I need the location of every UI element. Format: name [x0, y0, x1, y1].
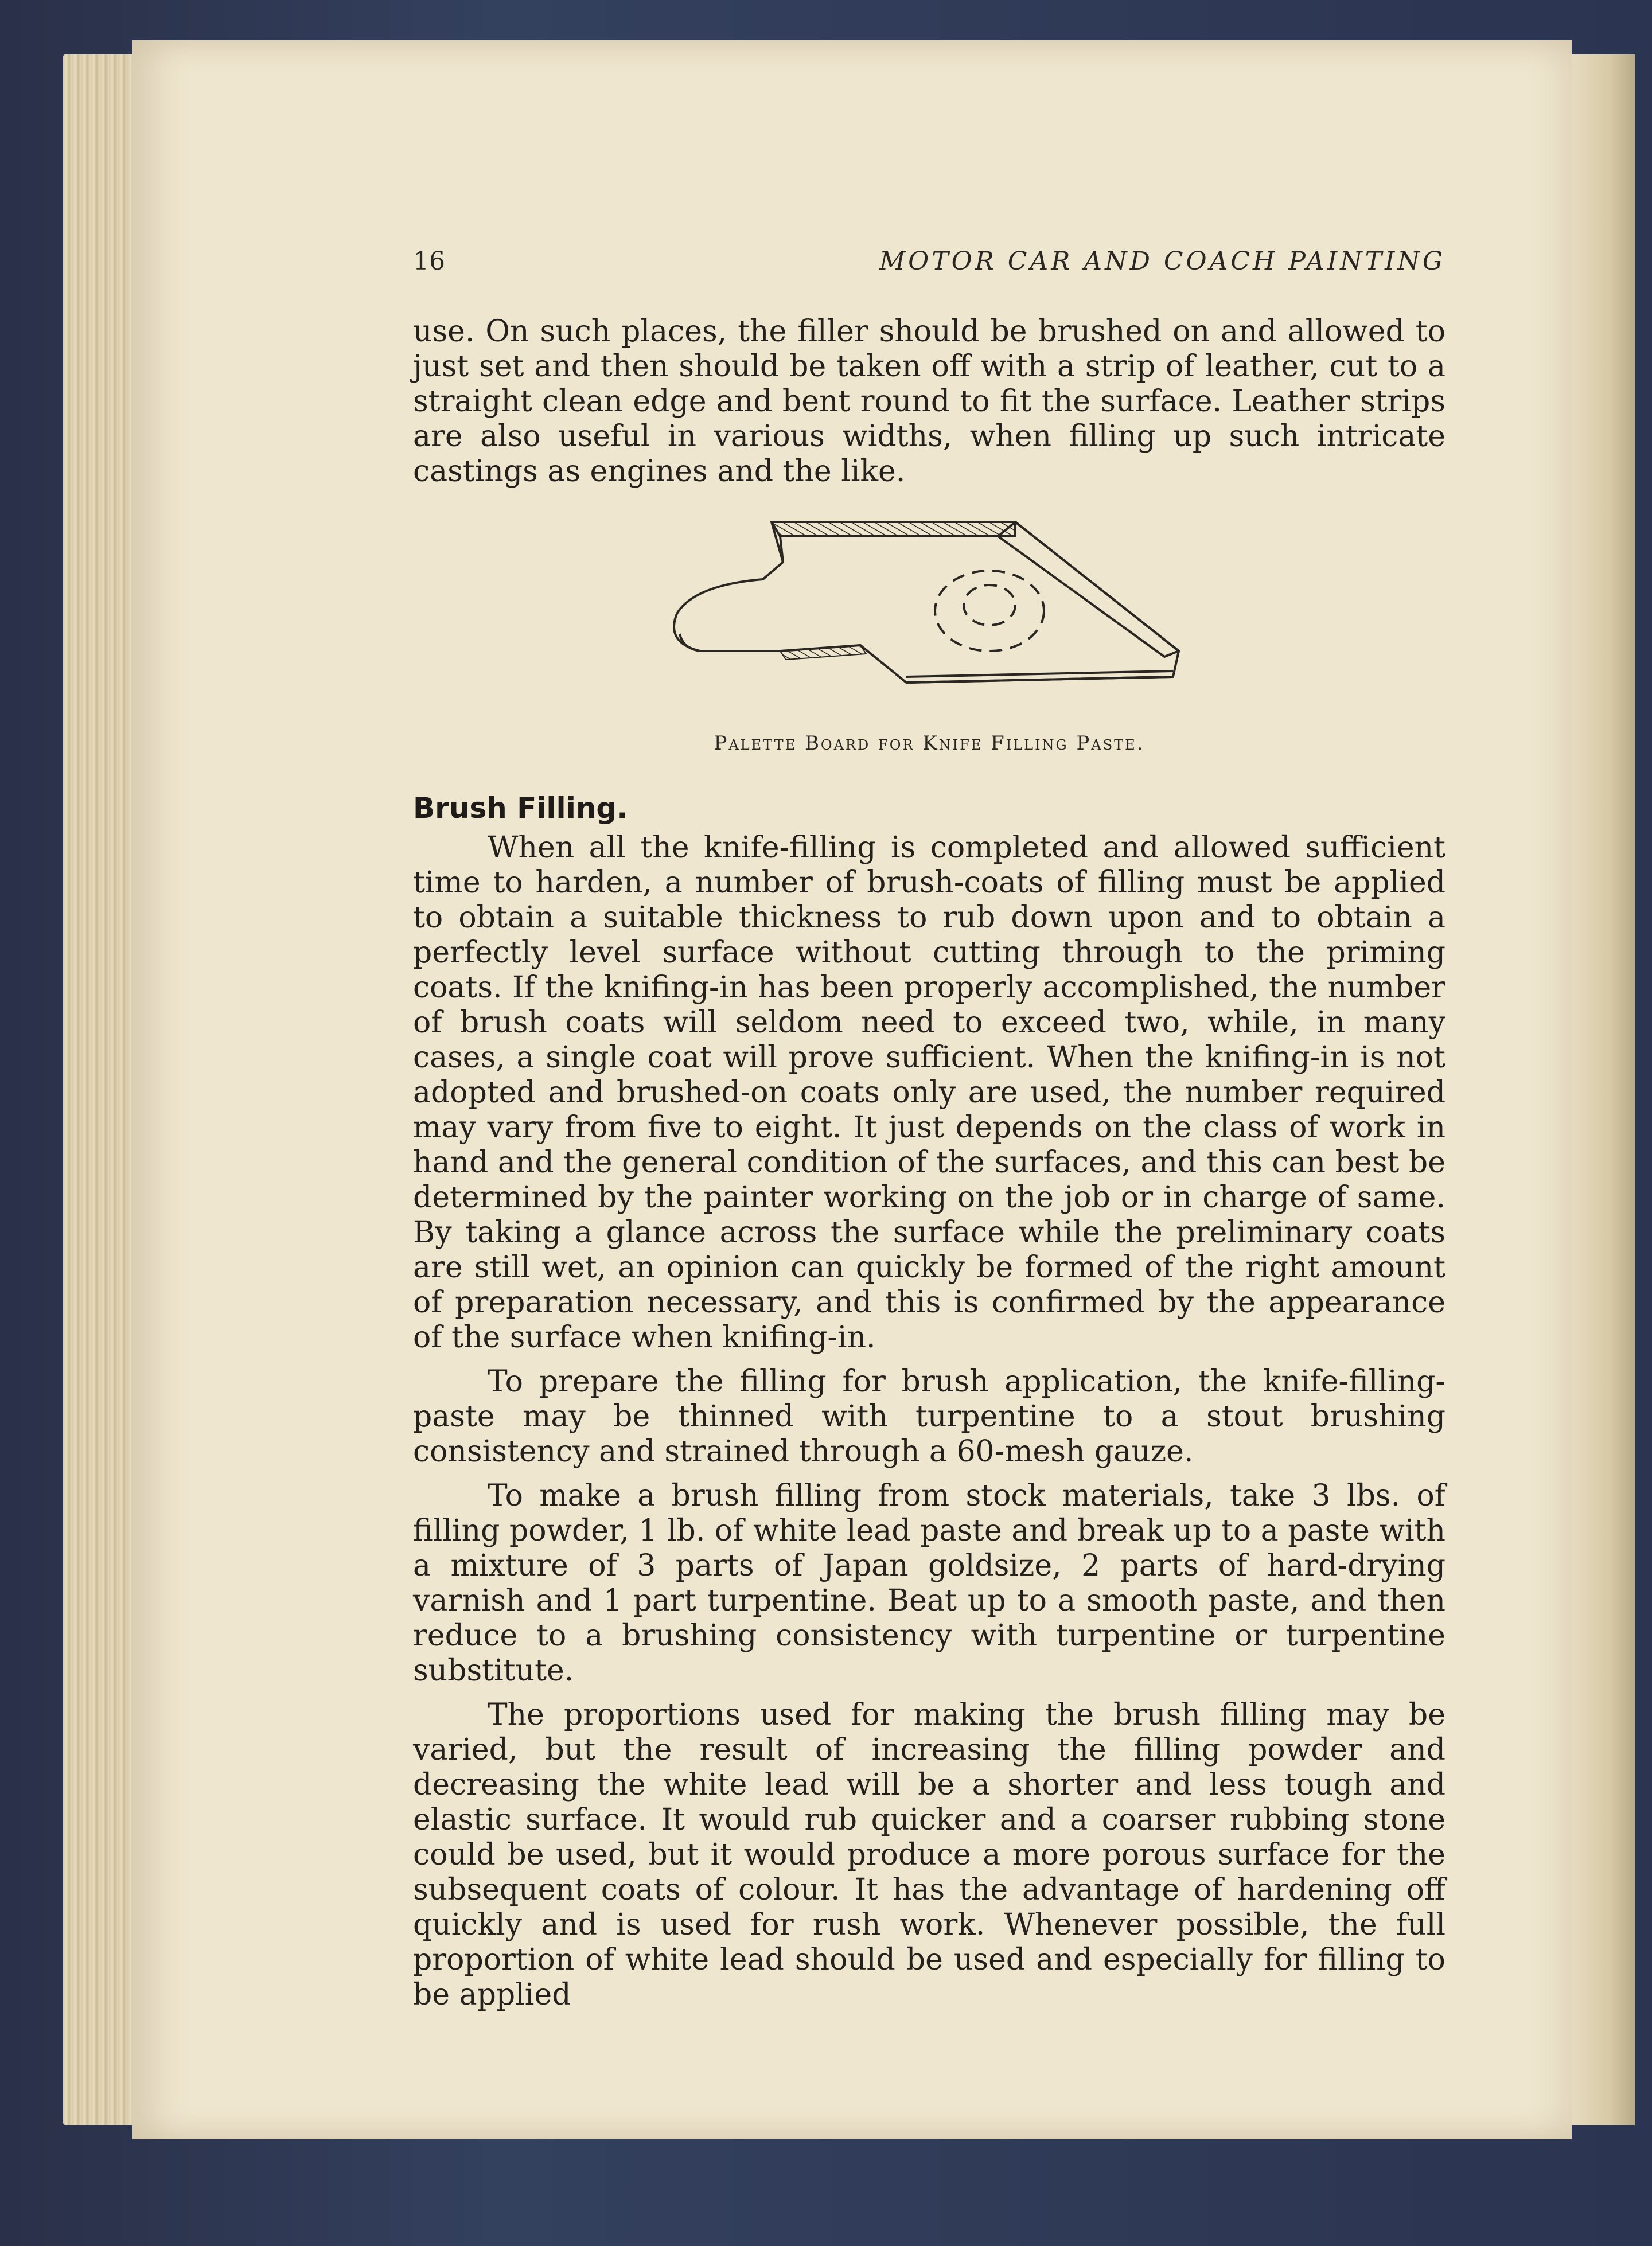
section-body [413, 830, 1446, 2013]
palette-board-illustration [648, 505, 1193, 723]
page-stack-right [1572, 54, 1635, 2125]
section-heading: Brush Filling. [413, 791, 628, 825]
paragraph: To make a brush filling from stock materials, take 3 lbs. of filling powder, 1 lb. of white lead paste and break up to a paste with a mixture of 3 parts of Japan goldsize, 2 parts of hard-drying varnish and 1 part turpentine. Beat up to a smooth paste, and then reduce to a brushing consistency with turpentine or turpentine substitute. [413, 1479, 1446, 1688]
paragraph: The proportions used for making the brush filling may be varied, but the result of increasing the filling powder and decreasing the white lead will be a shorter and less tough and elastic surface. It would rub quicker and a coarser rubbing stone could be used, but it would produce a more porous surface for the subsequent coats of colour. It has the advantage of hardening off quickly and is used for rush work. Whenever possible, the full proportion of white lead should be used and especially for filling to be applied [413, 1698, 1446, 2012]
running-title: MOTOR CAR AND COACH PAINTING [879, 247, 1446, 276]
paragraph: To prepare the filling for brush application, the knife-filling-paste may be thinned with turpentine to a stout brushing consistency and strained through a 60-mesh gauze. [413, 1364, 1446, 1469]
page-number: 16 [413, 247, 445, 276]
paragraph: When all the knife-filling is completed and allowed sufficient time to harden, a number of brush-coats of filling must be applied to obtain a suitable thickness to rub down upon and to obtain a perfectly level surface without cutting through to the priming coats. If the knifing-in has been properly accomplished, the number of brush coats will seldom need to exceed two, while, in many cases, a single coat will prove sufficient. When the knifing-in is not adopted and brushed-on coats only are used, the number required may vary from five to eight. It just depends on the class of work in hand and the general condition of the surfaces, and this can best be determined by the painter working on the job or in charge of same. By taking a glance across the surface while the preliminary coats are still wet, an opinion can quickly be formed of the right amount of preparation necessary, and this is confirmed by the appearance of the surface when knifing-in. [413, 830, 1446, 1355]
intro-text [413, 314, 1446, 489]
intro-paragraph: use. On such places, the filler should be brushed on and allowed to just set and then should be taken off with a strip of leather, cut to a straight clean edge and bent round to fit the surface. Leather strips are also useful in various widths, when filling up such intricate castings as engines and the like. [413, 314, 1446, 489]
figure-caption: Palette Board for Knife Filling Paste. [714, 732, 1145, 755]
running-head [413, 247, 1446, 287]
